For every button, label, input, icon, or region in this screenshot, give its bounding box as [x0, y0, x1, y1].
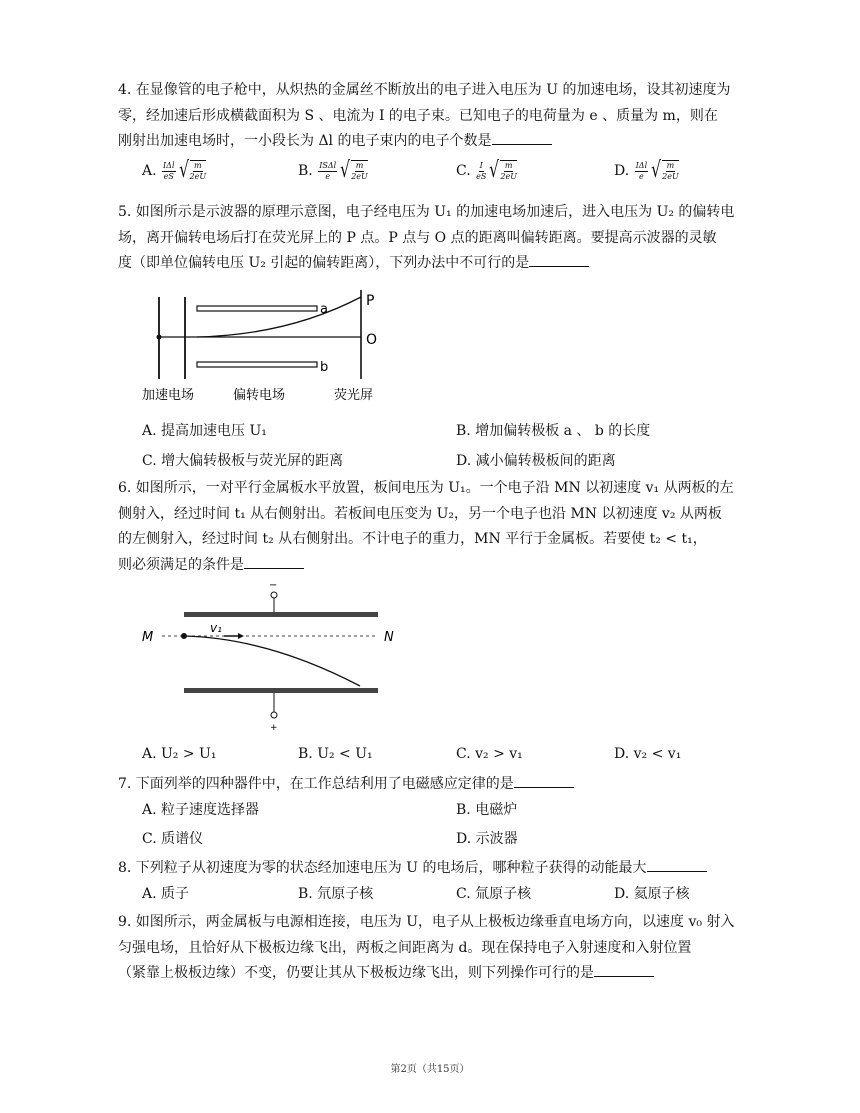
- label-p: P: [366, 293, 375, 309]
- q5-line2: 场，离开偏转电场后打在荧光屏上的 P 点。P 点与 O 点的距离叫偏转距离。要提高示波器的灵敏: [118, 229, 717, 246]
- q7-option-c: C. 质谱仪: [142, 831, 204, 847]
- question-9: [118, 910, 783, 987]
- question-5: [118, 200, 783, 277]
- q9-line1: 9. 如图所示，两金属板与电源相连接，电压为 U，电子从上极板边缘垂直电场方向，以速度 v₀ 射入: [118, 914, 735, 930]
- q6-option-b: B. U₂ < U₁: [298, 746, 373, 762]
- label-b: b: [320, 360, 329, 375]
- question-4: [118, 78, 783, 155]
- deflect-plate-b: [197, 362, 317, 367]
- q6-line4: 则必须满足的条件是: [118, 553, 783, 579]
- q4-option-b: B. $\frac{\text{ISΔl}}{e}$ √ $\frac{m}{2eU}$: [298, 158, 368, 183]
- q5-option-b: B. 增加偏转极板 a 、 b 的长度: [456, 423, 651, 439]
- q6-option-c: C. v₂ > v₁: [456, 746, 523, 762]
- answer-blank: [492, 130, 552, 145]
- label-n: N: [384, 630, 394, 645]
- question-7: [118, 772, 783, 798]
- q6-line1: 6. 如图所示，一对平行金属板水平放置，板间电压为 U₁。一个电子沿 MN 以初速度 v₁ 从两板的左: [118, 480, 734, 496]
- q6-option-a: A. U₂ > U₁: [142, 746, 217, 762]
- upper-plate: [184, 612, 378, 617]
- q6-option-d: D. v₂ < v₁: [614, 746, 682, 762]
- label-plus: +: [270, 723, 278, 733]
- q9-line2: 匀强电场，且恰好从下极板边缘飞出，两板之间距离为 d。现在保持电子入射速度和入射位置: [118, 939, 692, 956]
- answer-blank: [244, 554, 304, 569]
- electron-path: [184, 636, 360, 686]
- q5-option-a: A. 提高加速电压 U₁: [142, 423, 267, 439]
- q8-option-a: A. 质子: [142, 886, 190, 902]
- question-8: [118, 856, 783, 882]
- q5-line1: 5. 如图所示是示波器的原理示意图，电子经电压为 U₁ 的加速电场加速后，进入电压为 U₂ 的偏转电: [118, 204, 735, 220]
- label-m: M: [142, 630, 154, 645]
- q9-line3: （紧靠上极板边缘）不变，仍要让其从下极板边缘飞出，则下列操作可行的是: [118, 961, 783, 987]
- q5-option-c: C. 增大偏转极板与荧光屏的距离: [142, 453, 344, 469]
- q4-line3: 刚射出加速电场时，一小段长为 Δl 的电子束内的电子个数是: [118, 129, 783, 155]
- q8-option-b: B. 氘原子核: [298, 886, 374, 902]
- caption-deflect: 偏转电场: [233, 388, 286, 403]
- answer-blank: [514, 773, 574, 788]
- label-a: a: [320, 302, 328, 317]
- electron-source: [157, 335, 162, 340]
- q5-option-d: D. 减小偏转极板间的距离: [456, 453, 616, 469]
- label-v1: v₁: [210, 621, 222, 635]
- arrow-head: [238, 633, 244, 639]
- answer-blank: [529, 252, 589, 267]
- question-6: [118, 476, 783, 578]
- q5-line3: 度（即单位偏转电压 U₂ 引起的偏转距离），下列办法中不可行的是: [118, 251, 783, 277]
- label-minus: −: [269, 580, 278, 591]
- oscilloscope-diagram: [138, 285, 388, 410]
- answer-blank: [647, 857, 707, 872]
- electron-path: [197, 297, 361, 337]
- caption-accel: 加速电场: [142, 388, 195, 403]
- q7-option-b: B. 电磁炉: [456, 802, 518, 818]
- caption-screen: 荧光屏: [334, 388, 374, 403]
- lower-plate: [184, 688, 378, 693]
- q7-line1: 7. 下面列举的四种器件中，在工作总结利用了电磁感应定律的是: [118, 772, 783, 798]
- label-o: O: [366, 332, 378, 348]
- q7-option-d: D. 示波器: [456, 831, 518, 847]
- deflect-plate-a: [197, 306, 317, 311]
- q8-line1: 8. 下列粒子从初速度为零的状态经加速电压为 U 的电场后，哪种粒子获得的动能最大: [118, 856, 783, 882]
- terminal-bottom: [271, 712, 277, 718]
- q4-line1: 4. 在显像管的电子枪中，从炽热的金属丝不断放出的电子进入电压为 U 的加速电场，设其初速度为: [118, 82, 731, 98]
- q6-line2: 侧射入，经过时间 t₁ 从右侧射出。若板间电压变为 U₂，另一个电子也沿 MN 以初速度 v₂ 从两板: [118, 505, 722, 522]
- q8-option-c: C. 氚原子核: [456, 886, 532, 902]
- q7-option-a: A. 粒子速度选择器: [142, 802, 260, 818]
- parallel-plates-diagram: [138, 578, 418, 738]
- terminal-top: [271, 592, 277, 598]
- page-footer: 第2页（共15页）: [390, 1064, 470, 1075]
- q4-option-a: A. $\frac{\text{IΔl}}{eS}$ √ $\frac{m}{2eU}$: [142, 158, 207, 183]
- q6-line3: 的左侧射入，经过时间 t₂ 从右侧射出。不计电子的重力，MN 平行于金属板。若要使 t₂ < t₁，: [118, 531, 707, 547]
- answer-blank: [594, 962, 654, 977]
- q4-line2: 零，经加速后形成横截面积为 S 、电流为 I 的电子束。已知电子的电荷量为 e 、质量为 m，则在: [118, 107, 718, 124]
- q4-option-d: D. $\frac{\text{IΔl}}{e}$ √ $\frac{m}{2eU}$: [614, 158, 679, 183]
- q8-option-d: D. 氦原子核: [614, 886, 690, 902]
- q4-option-c: C. $\frac{I}{eS}$ √ $\frac{m}{2eU}$: [456, 158, 517, 183]
